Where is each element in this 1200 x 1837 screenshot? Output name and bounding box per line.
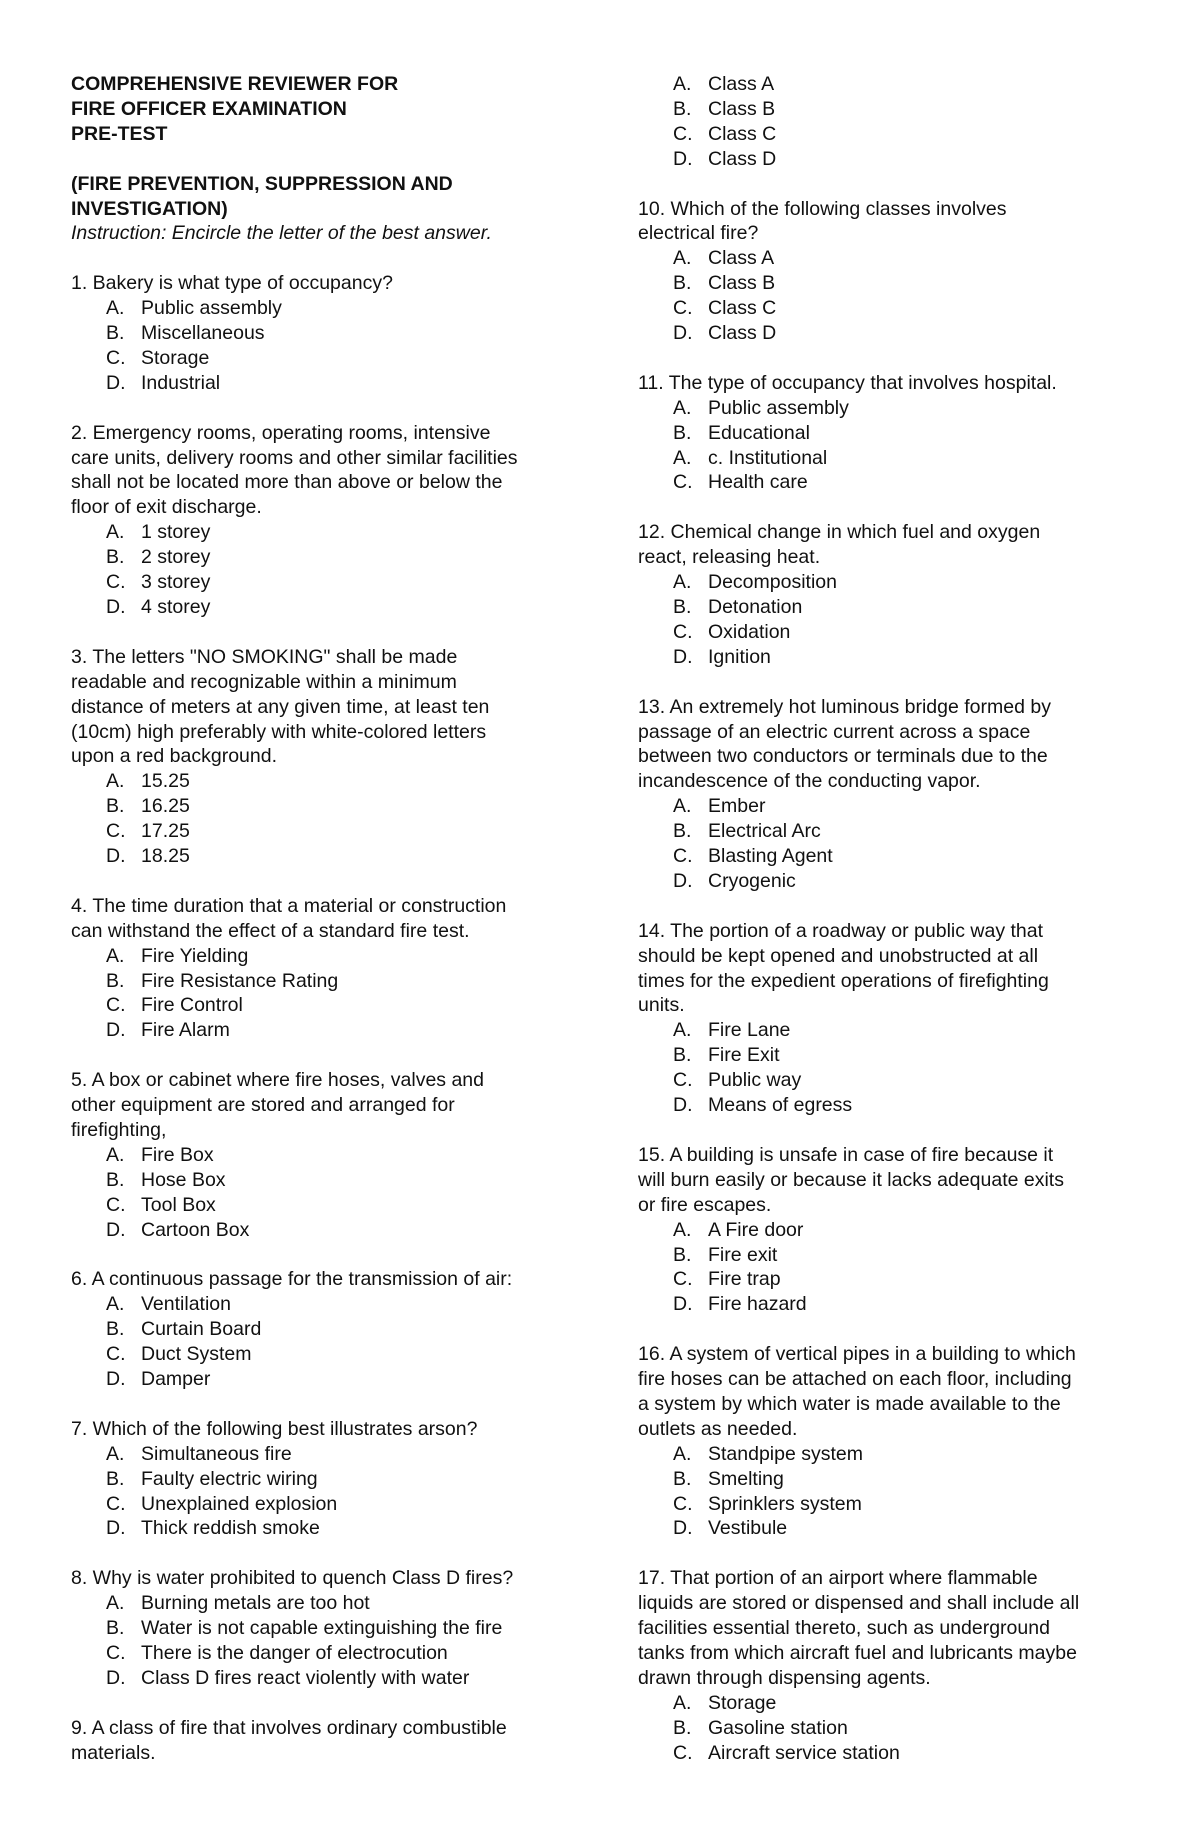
- option-letter: B.: [673, 595, 692, 618]
- option-text: Public assembly: [708, 396, 849, 419]
- option-text: Class B: [708, 97, 776, 120]
- option-letter: C.: [673, 620, 693, 643]
- option-text: 16.25: [141, 795, 190, 818]
- answer-option[interactable]: [638, 570, 1138, 595]
- option-letter: C.: [106, 1641, 126, 1664]
- answer-option[interactable]: [638, 645, 1138, 670]
- answer-option[interactable]: [71, 1442, 571, 1467]
- question-item: [71, 271, 571, 396]
- option-text: Gasoline station: [708, 1716, 848, 1739]
- answer-option[interactable]: [638, 470, 1138, 495]
- answer-option[interactable]: [638, 321, 1138, 346]
- option-text: Fire Box: [141, 1143, 214, 1166]
- option-text: Fire Alarm: [141, 1019, 230, 1042]
- option-letter: C.: [673, 122, 693, 145]
- option-letter: B.: [673, 272, 692, 295]
- option-letter: A.: [106, 297, 125, 320]
- question-text-line: passage of an electric current across a space: [638, 720, 1031, 743]
- option-text: 4 storey: [141, 595, 211, 618]
- option-letter: A.: [106, 770, 125, 793]
- option-letter: D.: [673, 645, 693, 668]
- answer-option[interactable]: [638, 819, 1138, 844]
- question-item: [638, 197, 1138, 346]
- answer-option[interactable]: [71, 1317, 571, 1342]
- option-text: Class C: [708, 297, 777, 320]
- question-text-line: 11. The type of occupancy that involves hospital.: [638, 371, 1057, 394]
- option-letter: C.: [673, 1268, 693, 1291]
- spacer: [71, 147, 571, 172]
- answer-option[interactable]: [638, 1467, 1138, 1492]
- question-text-line: electrical fire?: [638, 222, 759, 245]
- question-text-line: 12. Chemical change in which fuel and oxygen: [638, 521, 1041, 544]
- question-item: [71, 645, 571, 869]
- option-text: Blasting Agent: [708, 845, 833, 868]
- question-text-line: 7. Which of the following best illustrates arson?: [71, 1417, 478, 1440]
- option-text: 2 storey: [141, 546, 211, 569]
- answer-option[interactable]: [71, 1018, 571, 1043]
- spacer: [71, 1691, 571, 1716]
- option-text: Sprinklers system: [708, 1492, 862, 1515]
- spacer: [638, 894, 1138, 919]
- answer-option[interactable]: [71, 371, 571, 396]
- spacer: [71, 1043, 571, 1068]
- option-text: Curtain Board: [141, 1318, 262, 1341]
- option-text: Miscellaneous: [141, 322, 265, 345]
- answer-option[interactable]: [71, 1367, 571, 1392]
- question-text-line: 9. A class of fire that involves ordinary combustible: [71, 1716, 507, 1739]
- option-letter: C.: [106, 571, 126, 594]
- answer-option[interactable]: [71, 1193, 571, 1218]
- answer-option[interactable]: [638, 1741, 1138, 1766]
- answer-option[interactable]: [71, 1143, 571, 1168]
- question-text-line: a system by which water is made available to the: [638, 1392, 1061, 1415]
- option-letter: B.: [673, 820, 692, 843]
- question-text-line: distance of meters at any given time, at least ten: [71, 695, 490, 718]
- option-text: 17.25: [141, 820, 190, 843]
- option-letter: B.: [106, 1168, 125, 1191]
- spacer: [638, 1118, 1138, 1143]
- spacer: [71, 1541, 571, 1566]
- spacer: [71, 396, 571, 421]
- option-letter: D.: [106, 1368, 126, 1391]
- answer-option[interactable]: [638, 421, 1138, 446]
- left-question-list: [71, 271, 571, 1765]
- option-text: Class A: [708, 247, 775, 270]
- option-text: Class D: [708, 322, 777, 345]
- answer-option[interactable]: [638, 844, 1138, 869]
- option-letter: C.: [106, 346, 126, 369]
- answer-option[interactable]: [71, 570, 571, 595]
- answer-option[interactable]: [638, 1492, 1138, 1517]
- option-text: Fire trap: [708, 1268, 781, 1291]
- option-text: Tool Box: [141, 1193, 216, 1216]
- option-text: Burning metals are too hot: [141, 1592, 370, 1615]
- answer-option[interactable]: [71, 844, 571, 869]
- spacer: [638, 495, 1138, 520]
- option-letter: B.: [106, 795, 125, 818]
- option-text: Class D fires react violently with water: [141, 1666, 470, 1689]
- question-item: [71, 1068, 571, 1242]
- question-text-line: 4. The time duration that a material or construction: [71, 894, 507, 917]
- option-letter: B.: [106, 1318, 125, 1341]
- question-item: [71, 421, 571, 620]
- answer-option[interactable]: [71, 1641, 571, 1666]
- option-letter: B.: [673, 1716, 692, 1739]
- spacer: [638, 670, 1138, 695]
- option-letter: D.: [106, 1517, 126, 1540]
- title-line-2: FIRE OFFICER EXAMINATION: [71, 97, 347, 120]
- option-letter: A.: [673, 73, 692, 95]
- option-letter: A.: [106, 944, 125, 967]
- answer-option[interactable]: [638, 122, 1138, 147]
- option-text: 18.25: [141, 845, 190, 868]
- answer-option[interactable]: [638, 147, 1138, 172]
- answer-option[interactable]: [71, 993, 571, 1018]
- option-letter: B.: [673, 1044, 692, 1067]
- answer-option[interactable]: [638, 1691, 1138, 1716]
- question-text-line: 8. Why is water prohibited to quench Class D fires?: [71, 1567, 514, 1590]
- option-text: Hose Box: [141, 1168, 226, 1191]
- question-text-line: between two conductors or terminals due to the: [638, 745, 1048, 768]
- answer-option[interactable]: [71, 1492, 571, 1517]
- question-item: [71, 1267, 571, 1392]
- question-text-line: 2. Emergency rooms, operating rooms, intensive: [71, 421, 491, 444]
- spacer: [71, 620, 571, 645]
- question-item: [638, 371, 1138, 496]
- question-item: [638, 695, 1138, 894]
- option-letter: B.: [106, 1617, 125, 1640]
- answer-option[interactable]: [638, 396, 1138, 421]
- question-item: [638, 520, 1138, 669]
- answer-option[interactable]: [638, 1068, 1138, 1093]
- question-text-line: shall not be located more than above or below the: [71, 471, 503, 494]
- option-letter: A.: [106, 521, 125, 544]
- option-text: Class D: [708, 147, 777, 170]
- answer-option[interactable]: [638, 97, 1138, 122]
- option-text: Storage: [708, 1691, 777, 1714]
- left-column: [71, 72, 571, 1765]
- question-text-line: times for the expedient operations of firefighting: [638, 969, 1049, 992]
- answer-option[interactable]: [71, 944, 571, 969]
- question-text-line: drawn through dispensing agents.: [638, 1666, 931, 1689]
- question-text-line: care units, delivery rooms and other similar facilities: [71, 446, 518, 469]
- answer-option[interactable]: [638, 1218, 1138, 1243]
- spacer: [638, 1317, 1138, 1342]
- option-text: Fire Control: [141, 994, 243, 1017]
- question-text-line: 16. A system of vertical pipes in a building to which: [638, 1343, 1076, 1366]
- answer-option[interactable]: [638, 296, 1138, 321]
- question-text-line: (10cm) high preferably with white-colored letters: [71, 720, 487, 743]
- option-text: Duct System: [141, 1343, 252, 1366]
- question-item: [638, 72, 1138, 172]
- answer-option[interactable]: [71, 1616, 571, 1641]
- question-text-line: firefighting,: [71, 1118, 167, 1141]
- answer-option[interactable]: [71, 545, 571, 570]
- instruction-text: Instruction: Encircle the letter of the best answer.: [71, 222, 492, 245]
- option-letter: D.: [106, 1666, 126, 1689]
- option-letter: A.: [673, 446, 692, 469]
- answer-option[interactable]: [71, 1168, 571, 1193]
- answer-option[interactable]: [638, 1292, 1138, 1317]
- answer-option[interactable]: [638, 1093, 1138, 1118]
- answer-option[interactable]: [71, 1292, 571, 1317]
- answer-option[interactable]: [638, 1516, 1138, 1541]
- option-letter: C.: [673, 1069, 693, 1092]
- option-letter: A.: [106, 1592, 125, 1615]
- option-letter: C.: [673, 1492, 693, 1515]
- option-letter: A.: [673, 1218, 692, 1241]
- option-text: Fire Exit: [708, 1044, 780, 1067]
- question-item: [71, 894, 571, 1043]
- option-text: Thick reddish smoke: [141, 1517, 320, 1540]
- question-text-line: can withstand the effect of a standard fire test.: [71, 919, 470, 942]
- option-text: Means of egress: [708, 1094, 853, 1117]
- answer-option[interactable]: [71, 321, 571, 346]
- answer-option[interactable]: [71, 769, 571, 794]
- question-text-line: react, releasing heat.: [638, 546, 821, 569]
- section-title-line-2: INVESTIGATION): [71, 197, 228, 220]
- question-text-line: or fire escapes.: [638, 1193, 772, 1216]
- option-text: Educational: [708, 421, 810, 444]
- option-letter: A.: [673, 1442, 692, 1465]
- answer-option[interactable]: [71, 346, 571, 371]
- question-text-line: liquids are stored or dispensed and shall include all: [638, 1592, 1080, 1615]
- answer-option[interactable]: [71, 1467, 571, 1492]
- option-letter: C.: [673, 845, 693, 868]
- option-text: Oxidation: [708, 620, 791, 643]
- answer-option[interactable]: [638, 1716, 1138, 1741]
- option-text: Health care: [708, 471, 808, 494]
- answer-option[interactable]: [638, 620, 1138, 645]
- right-question-list: [638, 72, 1138, 1766]
- spacer: [71, 1392, 571, 1417]
- option-letter: A.: [673, 396, 692, 419]
- option-letter: D.: [673, 322, 693, 345]
- answer-option[interactable]: [638, 1267, 1138, 1292]
- option-text: Faulty electric wiring: [141, 1467, 318, 1490]
- spacer: [71, 246, 571, 271]
- option-text: Decomposition: [708, 571, 837, 594]
- option-text: Aircraft service station: [708, 1741, 900, 1764]
- option-text: 15.25: [141, 770, 190, 793]
- option-letter: D.: [673, 1517, 693, 1540]
- option-text: Fire Yielding: [141, 944, 249, 967]
- question-text-line: other equipment are stored and arranged for: [71, 1094, 455, 1117]
- question-item: [71, 1566, 571, 1691]
- option-letter: C.: [106, 1193, 126, 1216]
- answer-option[interactable]: [71, 969, 571, 994]
- title-line-1: COMPREHENSIVE REVIEWER FOR: [71, 73, 399, 95]
- option-letter: B.: [673, 1243, 692, 1266]
- option-letter: C.: [673, 297, 693, 320]
- question-text-line: 1. Bakery is what type of occupancy?: [71, 272, 393, 295]
- question-text-line: 5. A box or cabinet where fire hoses, valves and: [71, 1069, 484, 1092]
- option-letter: C.: [106, 1343, 126, 1366]
- option-letter: A.: [673, 795, 692, 818]
- option-text: Water is not capable extinguishing the fire: [141, 1617, 503, 1640]
- question-text-line: should be kept opened and unobstructed at all: [638, 944, 1039, 967]
- question-item: [638, 1342, 1138, 1541]
- option-text: Public assembly: [141, 297, 282, 320]
- option-letter: A.: [106, 1293, 125, 1316]
- question-text-line: floor of exit discharge.: [71, 496, 262, 519]
- question-text-line: incandescence of the conducting vapor.: [638, 770, 981, 793]
- question-text-line: 17. That portion of an airport where flammable: [638, 1567, 1038, 1590]
- spacer: [638, 1541, 1138, 1566]
- question-text-line: will burn easily or because it lacks adequate exits: [638, 1168, 1064, 1191]
- option-letter: B.: [106, 322, 125, 345]
- option-letter: A.: [673, 571, 692, 594]
- option-letter: B.: [106, 969, 125, 992]
- option-text: There is the danger of electrocution: [141, 1641, 448, 1664]
- right-column: [638, 72, 1138, 1766]
- question-text-line: 14. The portion of a roadway or public way that: [638, 919, 1044, 942]
- section-title-line-1: (FIRE PREVENTION, SUPPRESSION AND: [71, 172, 453, 195]
- option-letter: C.: [106, 820, 126, 843]
- answer-option[interactable]: [71, 595, 571, 620]
- option-text: Fire Lane: [708, 1019, 791, 1042]
- answer-option[interactable]: [71, 1591, 571, 1616]
- question-text-line: tanks from which aircraft fuel and lubricants maybe: [638, 1641, 1077, 1664]
- question-item: [71, 1716, 571, 1766]
- question-item: [71, 1417, 571, 1542]
- option-letter: D.: [106, 845, 126, 868]
- option-letter: C.: [673, 1741, 693, 1764]
- option-letter: B.: [106, 546, 125, 569]
- option-text: Storage: [141, 346, 210, 369]
- option-letter: D.: [673, 1094, 693, 1117]
- option-text: Public way: [708, 1069, 802, 1092]
- question-text-line: materials.: [71, 1741, 156, 1764]
- question-item: [638, 1143, 1138, 1317]
- answer-option[interactable]: [638, 446, 1138, 471]
- answer-option[interactable]: [638, 246, 1138, 271]
- spacer: [71, 869, 571, 894]
- question-text-line: upon a red background.: [71, 745, 277, 768]
- option-text: Electrical Arc: [708, 820, 821, 843]
- answer-option[interactable]: [638, 1043, 1138, 1068]
- question-item: [638, 919, 1138, 1118]
- option-letter: D.: [673, 1293, 693, 1316]
- answer-option[interactable]: [71, 819, 571, 844]
- question-text-line: readable and recognizable within a minimum: [71, 670, 457, 693]
- option-text: Simultaneous fire: [141, 1442, 292, 1465]
- option-text: Cartoon Box: [141, 1218, 250, 1241]
- spacer: [638, 172, 1138, 197]
- option-letter: D.: [106, 371, 126, 394]
- answer-option[interactable]: [71, 794, 571, 819]
- option-text: Cryogenic: [708, 869, 796, 892]
- question-text-line: 3. The letters "NO SMOKING" shall be made: [71, 645, 458, 668]
- option-text: A Fire door: [708, 1218, 804, 1241]
- answer-option[interactable]: [638, 1243, 1138, 1268]
- answer-option[interactable]: [638, 1018, 1138, 1043]
- option-letter: B.: [673, 421, 692, 444]
- option-text: 3 storey: [141, 571, 211, 594]
- option-text: Class B: [708, 272, 776, 295]
- option-text: Standpipe system: [708, 1442, 864, 1465]
- title-line-3: PRE-TEST: [71, 122, 168, 145]
- option-text: Fire hazard: [708, 1293, 807, 1316]
- option-text: Unexplained explosion: [141, 1492, 338, 1515]
- answer-option[interactable]: [638, 794, 1138, 819]
- question-text-line: units.: [638, 994, 685, 1017]
- option-letter: A.: [106, 1442, 125, 1465]
- option-letter: D.: [106, 1218, 126, 1241]
- option-letter: D.: [106, 595, 126, 618]
- question-text-line: 15. A building is unsafe in case of fire because it: [638, 1143, 1054, 1166]
- option-text: Class C: [708, 122, 777, 145]
- answer-option[interactable]: [638, 72, 1138, 97]
- question-text-line: 6. A continuous passage for the transmission of air:: [71, 1268, 513, 1291]
- option-text: Industrial: [141, 371, 221, 394]
- option-text: Smelting: [708, 1467, 784, 1490]
- option-text: Class A: [708, 73, 775, 95]
- answer-option[interactable]: [71, 296, 571, 321]
- option-letter: B.: [106, 1467, 125, 1490]
- option-text: Vestibule: [708, 1517, 788, 1540]
- option-letter: D.: [106, 1019, 126, 1042]
- option-letter: A.: [673, 247, 692, 270]
- question-text-line: outlets as needed.: [638, 1417, 798, 1440]
- option-letter: A.: [673, 1019, 692, 1042]
- answer-option[interactable]: [638, 595, 1138, 620]
- answer-option[interactable]: [71, 1666, 571, 1691]
- option-text: Ember: [708, 795, 766, 818]
- option-letter: A.: [106, 1143, 125, 1166]
- question-text-line: 13. An extremely hot luminous bridge formed by: [638, 695, 1051, 718]
- question-text-line: fire hoses can be attached on each floor, including: [638, 1368, 1072, 1391]
- answer-option[interactable]: [71, 1516, 571, 1541]
- answer-option[interactable]: [638, 869, 1138, 894]
- answer-option[interactable]: [71, 1218, 571, 1243]
- answer-option[interactable]: [638, 1442, 1138, 1467]
- option-text: Fire exit: [708, 1243, 778, 1266]
- option-letter: C.: [106, 994, 126, 1017]
- option-letter: B.: [673, 97, 692, 120]
- option-text: c. Institutional: [708, 446, 828, 469]
- answer-option[interactable]: [71, 1342, 571, 1367]
- option-text: 1 storey: [141, 521, 211, 544]
- option-letter: C.: [673, 471, 693, 494]
- option-letter: D.: [673, 147, 693, 170]
- answer-option[interactable]: [71, 520, 571, 545]
- option-text: Fire Resistance Rating: [141, 969, 339, 992]
- option-letter: A.: [673, 1691, 692, 1714]
- option-text: Ignition: [708, 645, 771, 668]
- option-letter: D.: [673, 869, 693, 892]
- option-letter: C.: [106, 1492, 126, 1515]
- option-text: Detonation: [708, 595, 803, 618]
- option-text: Damper: [141, 1368, 211, 1391]
- spacer: [638, 346, 1138, 371]
- question-text-line: facilities essential thereto, such as underground: [638, 1617, 1050, 1640]
- option-letter: B.: [673, 1467, 692, 1490]
- answer-option[interactable]: [638, 271, 1138, 296]
- option-text: Ventilation: [141, 1293, 231, 1316]
- question-text-line: 10. Which of the following classes involves: [638, 197, 1007, 220]
- spacer: [71, 1243, 571, 1268]
- question-item: [638, 1566, 1138, 1765]
